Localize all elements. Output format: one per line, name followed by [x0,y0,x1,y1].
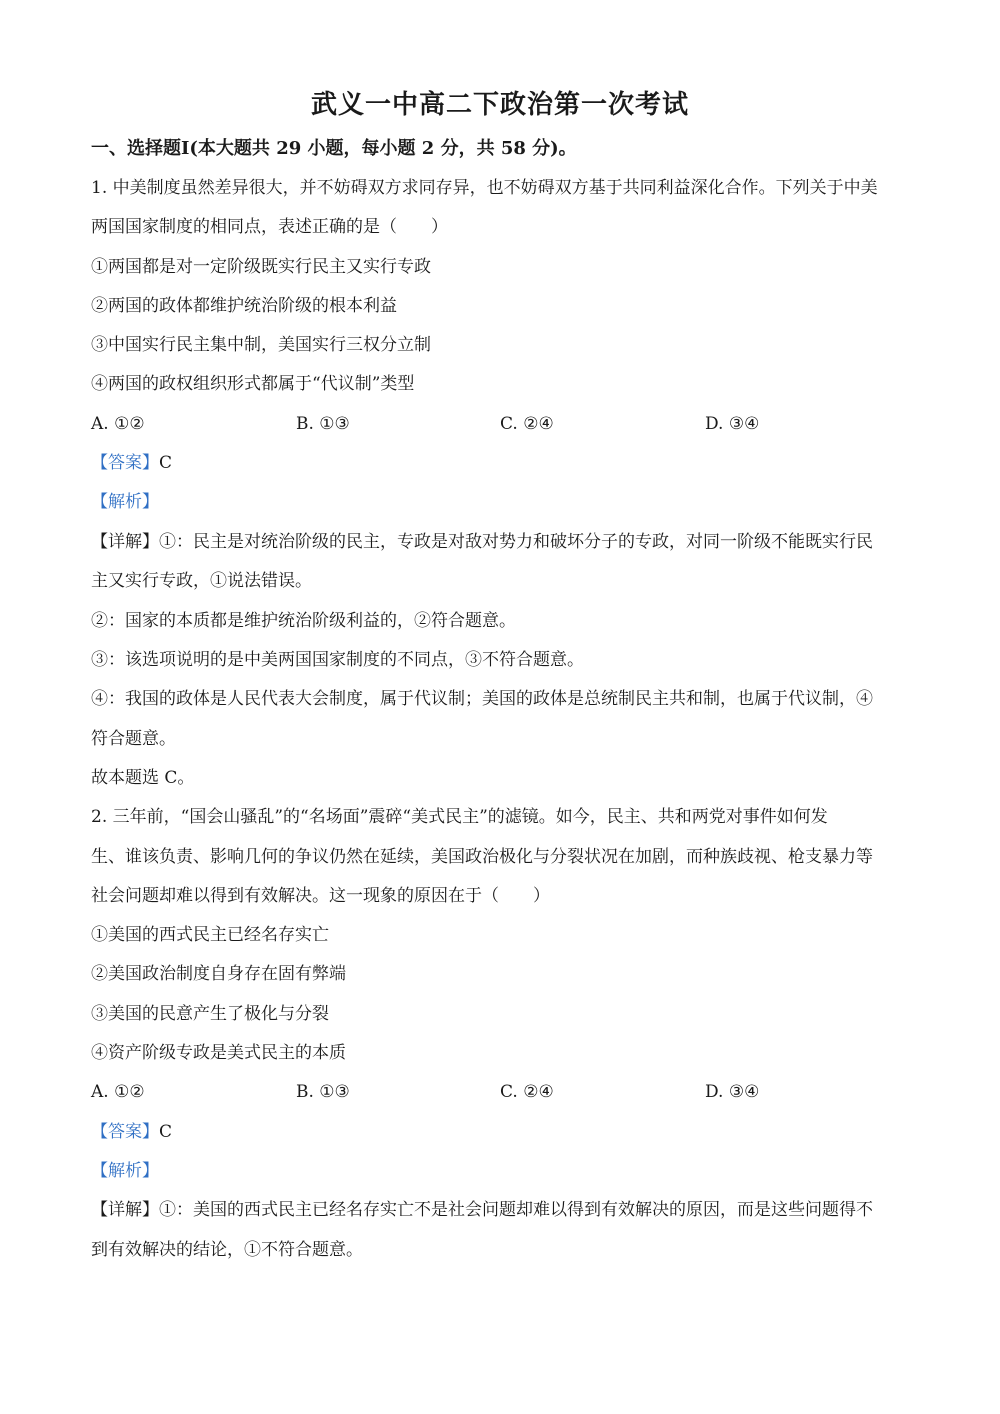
detail-tag: 【详解】 [91,532,159,552]
q2-stem-line-1: 2. 三年前，“国会山骚乱”的“名场面”震碎“美式民主”的滤镜。如今，民主、共和两党对事件如何发 [91,807,828,827]
q2-stem-line-2: 生、谁该负责、影响几何的争议仍然在延续，美国政治极化与分裂状况在加剧，而种族歧视、枪支暴力等 [91,847,873,867]
q1-answer [91,451,911,475]
q1-analysis [91,490,911,514]
q1-stem-line-2: 两国国家制度的相同点，表述正确的是（ ） [91,217,448,237]
q2-item-2: ②美国政治制度自身存在固有弊端 [91,964,346,984]
q1-item-1: ①两国都是对一定阶级既实行民主又实行专政 [91,257,431,277]
answer-value: C [159,453,173,473]
section-heading: 一、选择题Ⅰ(本大题共 29 小题，每小题 2 分，共 58 分)。 [91,138,577,159]
q2-analysis [91,1159,911,1183]
q1-detail-line-1 [91,530,911,554]
detail-text: ①：民主是对统治阶级的民主，专政是对敌对势力和破坏分子的专政，对同一阶级不能既实行民 [159,532,873,552]
q2-item-1: ①美国的西式民主已经名存实亡 [91,925,329,945]
answer-value: C [159,1122,173,1142]
q1-option-c: C. ②④ [500,414,554,434]
q1-option-a: A. ①② [91,414,145,434]
analysis-tag: 【解析】 [91,1161,159,1181]
q1-item-2: ②两国的政体都维护统治阶级的根本利益 [91,296,397,316]
q1-detail-line-2: 主又实行专政，①说法错误。 [91,571,312,591]
q2-option-b: B. ①③ [296,1082,350,1102]
q2-option-c: C. ②④ [500,1082,554,1102]
analysis-tag: 【解析】 [91,492,159,512]
q1-option-d: D. ③④ [705,414,760,434]
q2-detail-line-2: 到有效解决的结论，①不符合题意。 [91,1240,363,1260]
q1-item-4: ④两国的政权组织形式都属于“代议制”类型 [91,374,415,394]
answer-tag: 【答案】 [91,1122,159,1142]
q1-item-3: ③中国实行民主集中制，美国实行三权分立制 [91,335,431,355]
page-title: 武义一中高二下政治第一次考试 [310,90,689,120]
detail-tag: 【详解】 [91,1200,159,1220]
q1-conclusion: 故本题选 C。 [91,768,195,788]
q1-detail-line-5: ④：我国的政体是人民代表大会制度，属于代议制；美国的政体是总统制民主共和制，也属于代议制，④ [91,689,873,709]
answer-tag: 【答案】 [91,453,159,473]
q1-stem-line-1: 1. 中美制度虽然差异很大，并不妨碍双方求同存异，也不妨碍双方基于共同利益深化合作。下列关于中美 [91,178,878,198]
q2-answer [91,1120,911,1144]
q2-detail-line-1 [91,1198,911,1222]
q2-item-4: ④资产阶级专政是美式民主的本质 [91,1043,346,1063]
q1-detail-line-4: ③：该选项说明的是中美两国国家制度的不同点，③不符合题意。 [91,650,584,670]
q2-item-3: ③美国的民意产生了极化与分裂 [91,1004,329,1024]
q2-stem-line-3: 社会问题却难以得到有效解决。这一现象的原因在于（ ） [91,886,550,906]
detail-text: ①：美国的西式民主已经名存实亡不是社会问题却难以得到有效解决的原因，而是这些问题得不 [159,1200,873,1220]
q2-option-d: D. ③④ [705,1082,760,1102]
q1-option-b: B. ①③ [296,414,350,434]
q1-detail-line-3: ②：国家的本质都是维护统治阶级利益的，②符合题意。 [91,611,516,631]
q2-option-a: A. ①② [91,1082,145,1102]
q1-detail-line-6: 符合题意。 [91,729,176,749]
